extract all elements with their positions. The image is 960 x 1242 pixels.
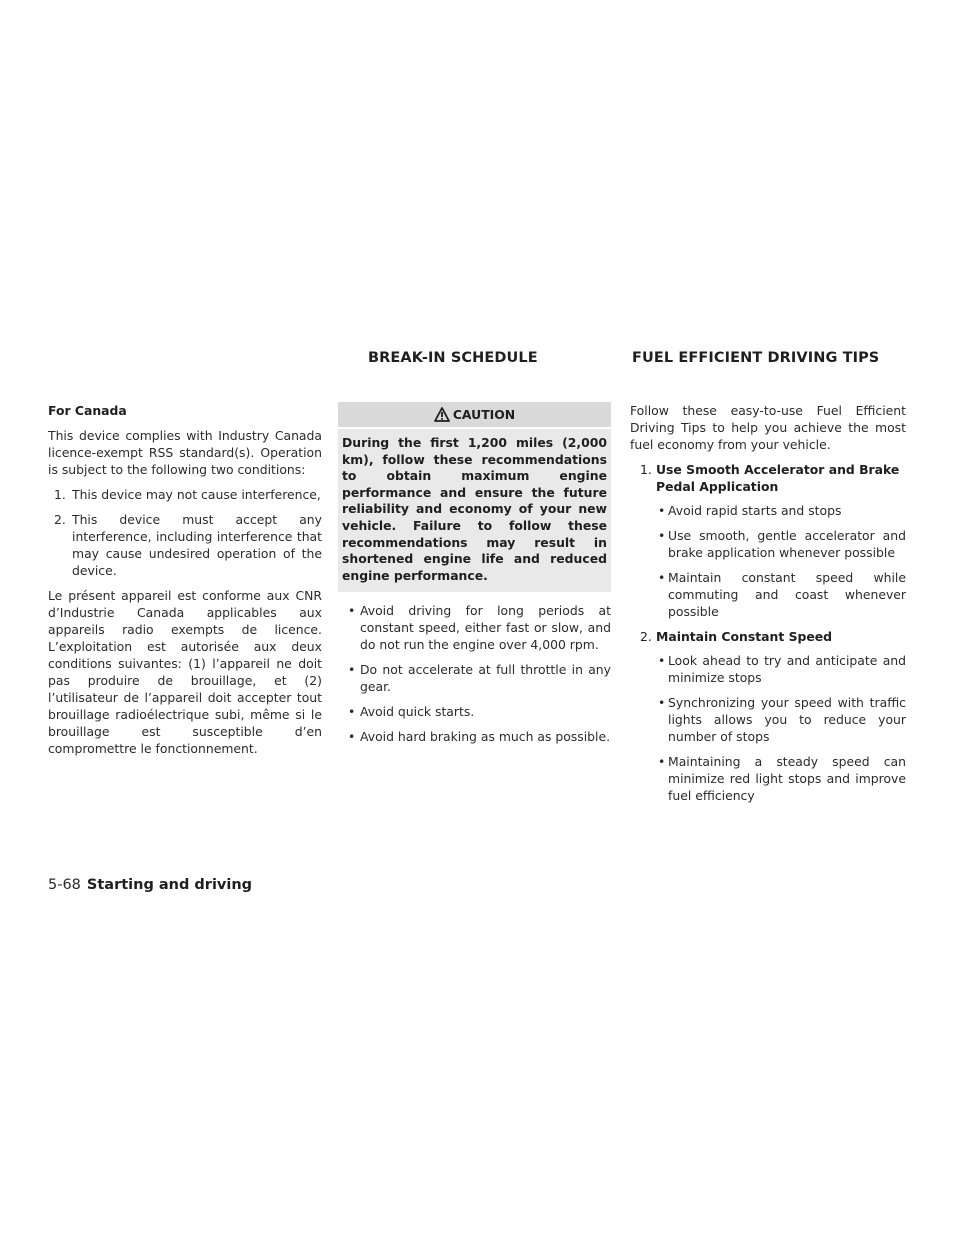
condition-text: This device may not cause interference, bbox=[72, 487, 321, 502]
bullet-icon: • bbox=[348, 603, 356, 619]
condition-number: 2. bbox=[54, 512, 66, 527]
warning-triangle-icon bbox=[434, 407, 450, 422]
tip-bullet bbox=[630, 502, 906, 519]
tip-bullet bbox=[630, 753, 906, 804]
fuel-tips-intro: Follow these easy-to-use Fuel Efficient Driving Tips to help you achieve the most fuel economy from your vehicle. bbox=[630, 403, 906, 452]
condition-text: This device must accept any interference, including interference that may cause undesired operation of the device. bbox=[72, 512, 322, 578]
bullet-icon: • bbox=[348, 662, 356, 678]
bullet-text: Maintain constant speed while commuting and coast whenever possible bbox=[668, 570, 906, 619]
bullet-icon: • bbox=[658, 695, 666, 710]
bullet-text: Avoid rapid starts and stops bbox=[668, 503, 842, 518]
condition-number: 1. bbox=[54, 487, 66, 502]
footer-section: Starting and driving bbox=[86, 877, 253, 893]
break-in-schedule-title: BREAK-IN SCHEDULE bbox=[368, 350, 538, 366]
tip-title: Maintain Constant Speed bbox=[656, 629, 833, 644]
break-in-bullet bbox=[346, 661, 611, 695]
bullet-icon: • bbox=[658, 503, 666, 518]
condition-item bbox=[48, 511, 322, 579]
bullet-icon: • bbox=[348, 704, 356, 720]
tip-title: Use Smooth Accelerator and Brake Pedal Application bbox=[656, 462, 900, 494]
for-canada-heading: For Canada bbox=[48, 403, 127, 418]
bullet-text: Maintaining a steady speed can minimize red light stops and improve fuel efficiency bbox=[668, 754, 906, 803]
tip-number: 1. bbox=[640, 462, 652, 477]
tip-heading bbox=[630, 628, 906, 645]
bullet-icon: • bbox=[658, 653, 666, 668]
fuel-tips-title: FUEL EFFICIENT DRIVING TIPS bbox=[632, 350, 880, 366]
bullet-text: Do not accelerate at full throttle in any gear. bbox=[360, 662, 611, 695]
french-notice: Le présent appareil est conforme aux CNR d’Industrie Canada applicables aux appareils radio exempts de licence. L’exploitation est autorisée aux deux conditions suivantes: (1) l’appareil ne doit pas produire de brouillage, et (2) l’utilisateur de l’appareil doit accepter tout brouillage radioélectrique subi, même si le brouillage est susceptible d’en compromettre le fonctionnement. bbox=[48, 588, 322, 756]
tip-bullet bbox=[630, 694, 906, 745]
canada-column bbox=[48, 402, 322, 765]
tip-bullet bbox=[630, 569, 906, 620]
caution-label: CAUTION bbox=[452, 407, 516, 422]
condition-item bbox=[48, 486, 322, 503]
caution-text: During the first 1,200 miles (2,000 km), follow these recommendations to obtain maximum engine performance and ensure the future reliability and economy of your new vehicle. Failure to follow these recommendations may result in shortened engine life and reduced engine performance. bbox=[338, 429, 611, 592]
bullet-text: Look ahead to try and anticipate and minimize stops bbox=[668, 653, 906, 685]
caution-header bbox=[338, 402, 611, 427]
tip-bullet bbox=[630, 652, 906, 686]
bullet-icon: • bbox=[658, 570, 666, 585]
page-number: 5-68 bbox=[48, 877, 81, 893]
bullet-text: Avoid driving for long periods at constant speed, either fast or slow, and do not run the engine over 4,000 rpm. bbox=[360, 603, 611, 653]
tip-number: 2. bbox=[640, 629, 652, 644]
bullet-text: Avoid hard braking as much as possible. bbox=[360, 729, 611, 745]
bullet-icon: • bbox=[658, 754, 666, 769]
page-footer bbox=[48, 877, 252, 894]
fuel-tips-column bbox=[630, 402, 906, 812]
bullet-text: Avoid quick starts. bbox=[360, 704, 475, 720]
break-in-bullet bbox=[346, 602, 611, 653]
bullet-text: Synchronizing your speed with traffic lights allows you to reduce your number of stops bbox=[668, 695, 906, 744]
break-in-bullet bbox=[346, 728, 611, 745]
tip-bullet bbox=[630, 527, 906, 561]
break-in-column bbox=[338, 402, 611, 753]
canada-intro: This device complies with Industry Canada licence-exempt RSS standard(s). Operation is subject to the following two conditions: bbox=[48, 428, 322, 477]
bullet-text: Use smooth, gentle accelerator and brake application whenever possible bbox=[668, 528, 906, 560]
bullet-icon: • bbox=[658, 528, 666, 543]
bullet-icon: • bbox=[348, 729, 356, 745]
break-in-bullet bbox=[346, 703, 611, 720]
tip-heading bbox=[630, 461, 906, 495]
